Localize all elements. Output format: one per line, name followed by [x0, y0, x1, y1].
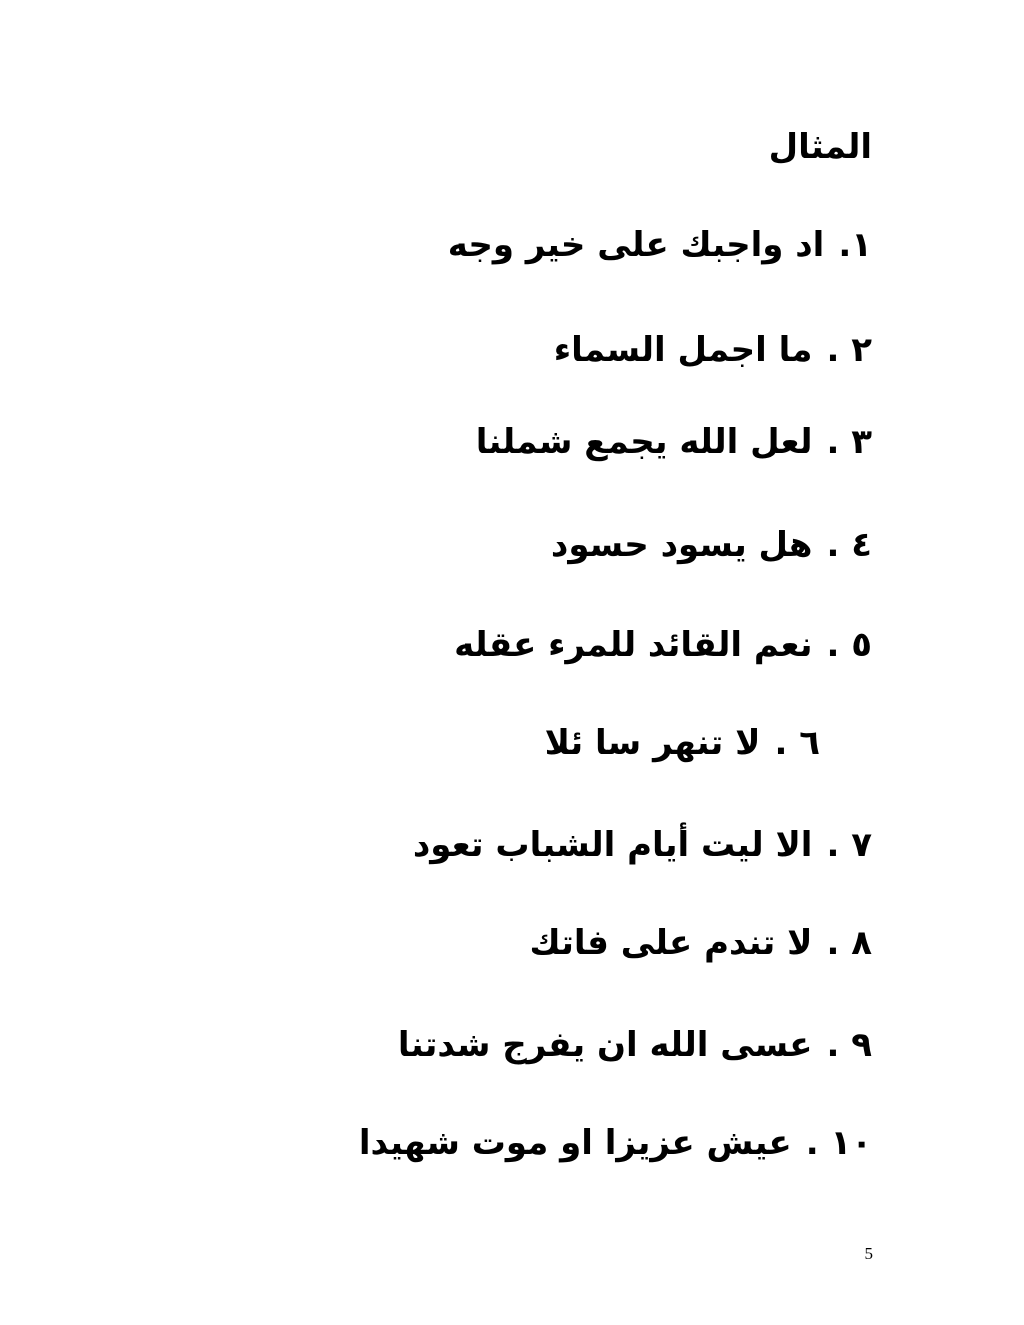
- item-number: ٤ .: [826, 525, 872, 565]
- page-number: 5: [864, 1244, 873, 1263]
- item-text: نعم القائد للمرء عقله: [454, 625, 813, 665]
- item-text: عسى الله ان يفرج شدتنا: [397, 1025, 813, 1065]
- item-text: لعل الله يجمع شملنا: [475, 422, 813, 462]
- item-text: هل يسود حسود: [550, 525, 813, 565]
- item-number: ٨ .: [826, 923, 872, 963]
- list-item: [398, 1020, 872, 1070]
- list-item: [545, 718, 820, 768]
- list-item: [476, 417, 872, 467]
- list-item: [554, 325, 872, 375]
- item-text: ما اجمل السماء: [553, 330, 813, 370]
- item-text: لا تندم على فاتك: [529, 923, 813, 963]
- list-item: [413, 820, 872, 870]
- list-item: [448, 220, 872, 270]
- item-number: ٧ .: [826, 825, 872, 865]
- page-heading: المثال: [768, 127, 872, 167]
- item-text: لا تنهر سا ئلا: [544, 723, 761, 763]
- item-number: ٣ .: [826, 422, 872, 462]
- list-item: [359, 1118, 872, 1168]
- item-number: ١.: [838, 225, 872, 265]
- item-number: ٥ .: [826, 625, 872, 665]
- item-number: ٩ .: [826, 1025, 872, 1065]
- item-text: عيش عزيزا او موت شهيدا: [358, 1123, 792, 1163]
- item-number: ٢ .: [826, 330, 872, 370]
- item-number: ١٠ .: [805, 1123, 872, 1163]
- item-number: ٦ .: [774, 723, 820, 763]
- list-item: [454, 620, 872, 670]
- list-item: [551, 520, 872, 570]
- item-text: اد واجبك على خير وجه: [447, 225, 825, 265]
- item-text: الا ليت أيام الشباب تعود: [412, 825, 813, 865]
- list-item: [529, 918, 872, 968]
